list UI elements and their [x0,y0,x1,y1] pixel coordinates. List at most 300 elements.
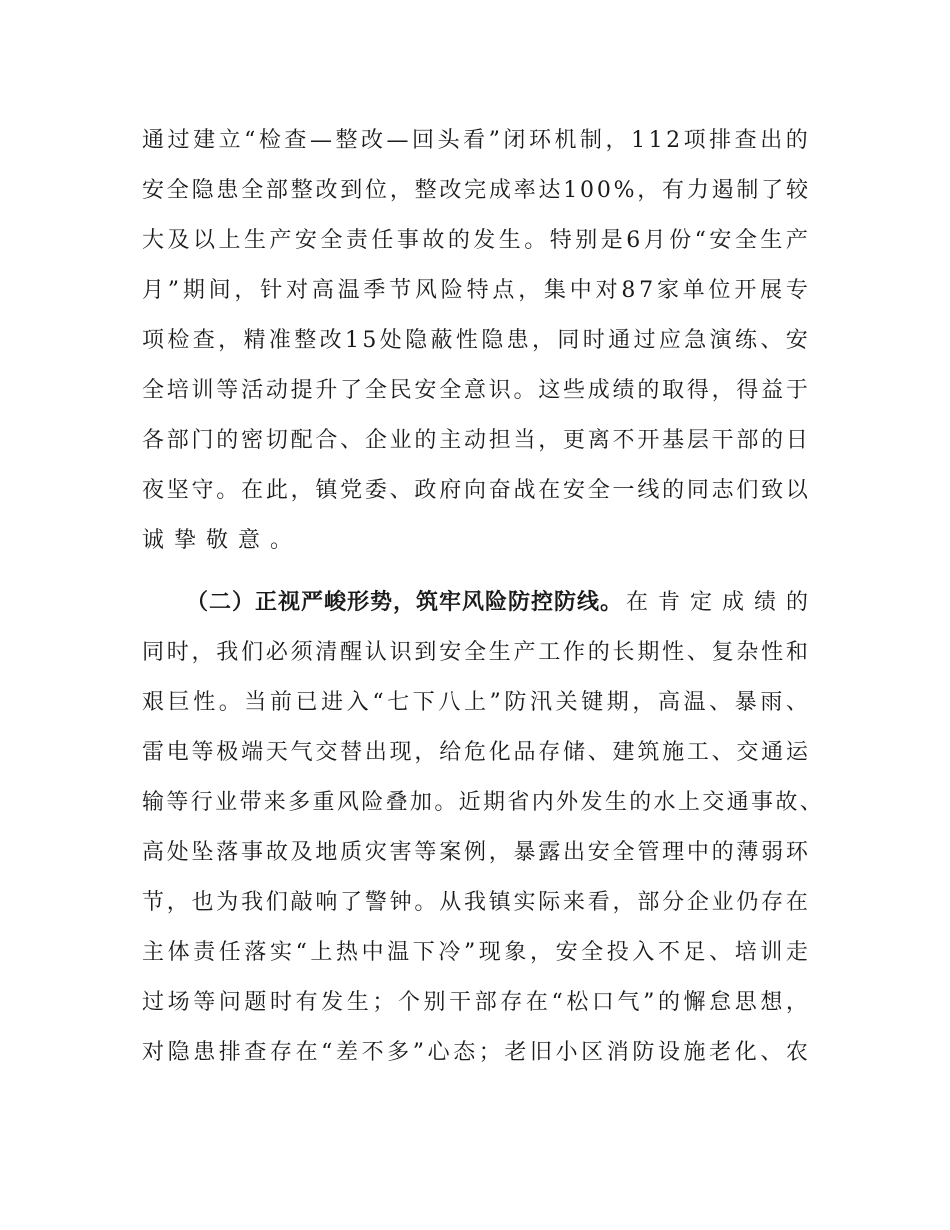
glyph: “ [244,128,256,153]
glyph: 升 [315,378,338,403]
glyph: 薄 [736,840,759,865]
glyph: 部 [166,428,189,453]
glyph: 我 [241,890,264,915]
glyph: 期 [483,790,506,815]
glyph: 复 [711,640,734,665]
glyph: 故 [265,840,288,865]
glyph: ， [191,640,214,665]
glyph: 期 [182,278,205,303]
glyph: 取 [662,378,685,403]
glyph: 坠 [191,840,214,865]
glyph: 些 [563,378,586,403]
glyph: 交 [702,790,725,815]
glyph: 1 [563,178,578,203]
glyph: 隐 [167,1040,190,1065]
glyph: 节 [389,278,412,303]
glyph: 开 [637,428,660,453]
glyph: 守 [191,478,214,503]
glyph: 安 [555,940,578,965]
glyph: 钟 [389,890,412,915]
glyph: 了 [761,178,784,203]
glyph: 、 [340,428,363,453]
text-line [142,638,808,668]
glyph: 动 [463,428,486,453]
glyph: 回 [412,128,435,153]
glyph: 项 [683,128,706,153]
glyph: 更 [563,428,586,453]
glyph: 口 [591,990,614,1015]
glyph: 想 [760,990,783,1015]
glyph: 安 [294,228,317,253]
glyph: 隐 [191,178,214,203]
glyph: ， [637,178,660,203]
glyph: 上 [463,690,486,715]
glyph: 性 [761,640,784,665]
text-line [142,788,822,818]
glyph: 、 [389,478,412,503]
glyph: 合 [315,428,338,453]
glyph: 时 [269,990,292,1015]
glyph: 密 [241,428,264,453]
glyph: 化 [734,1040,757,1065]
glyph: 、 [709,940,732,965]
glyph: 离 [587,428,610,453]
text-line [142,226,808,256]
glyph: — [309,128,332,153]
glyph: 过 [142,990,165,1015]
glyph: 绩 [612,378,635,403]
glyph: 任 [218,940,241,965]
glyph: 艰 [142,690,165,715]
glyph: 问 [218,990,241,1015]
glyph: 生 [604,790,627,815]
glyph: 产 [269,228,292,253]
glyph: 通 [761,740,784,765]
glyph: 产 [785,228,808,253]
glyph: 温 [683,690,706,715]
glyph: 下 [412,690,435,715]
glyph: “ [551,990,563,1015]
glyph: 改 [315,178,338,203]
glyph: 须 [290,640,313,665]
glyph: 的 [587,640,610,665]
glyph: 向 [463,478,486,503]
glyph: 闭 [503,128,526,153]
glyph: 7 [639,278,654,303]
glyph: 、 [711,740,734,765]
glyph: 别 [423,990,446,1015]
glyph: 冷 [438,940,461,965]
glyph: 防 [504,690,527,715]
glyph: 出 [563,840,586,865]
glyph: 。 [414,890,437,915]
glyph: 安 [785,328,808,353]
glyph: 干 [711,428,734,453]
glyph: 来 [563,890,586,915]
glyph: 主 [439,428,462,453]
glyph: ， [166,890,189,915]
glyph: 看 [587,890,610,915]
glyph: 成 [587,378,610,403]
glyph: 上 [677,790,700,815]
glyph: 的 [657,990,680,1015]
glyph: 的 [662,478,685,503]
glyph: 带 [239,790,262,815]
glyph: 训 [760,940,783,965]
glyph: 我 [216,640,239,665]
glyph: 过 [167,128,190,153]
glyph: 力 [686,178,709,203]
glyph: 安 [439,640,462,665]
glyph: 月 [643,228,666,253]
glyph: “ [321,1040,333,1065]
glyph: 是 [600,228,623,253]
text-line [142,938,808,968]
glyph: 查 [734,128,757,153]
glyph: 急 [684,328,707,353]
glyph: 事 [241,840,264,865]
glyph: 安 [142,178,165,203]
glyph: 展 [760,278,783,303]
glyph: 练 [734,328,757,353]
text-line [142,126,808,156]
glyph: 灾 [364,840,387,865]
glyph: 演 [709,328,732,353]
glyph: 实 [269,940,292,965]
glyph: 当 [244,690,267,715]
glyph: 部 [474,990,497,1015]
glyph: 等 [216,378,239,403]
glyph: 查 [284,128,307,153]
glyph: 七 [387,690,410,715]
text-line [142,688,808,718]
glyph: 隐 [405,328,428,353]
glyph: 消 [606,1040,629,1065]
glyph: 产 [513,640,536,665]
glyph: 害 [389,840,412,865]
glyph: 外 [556,790,579,815]
glyph: 配 [290,428,313,453]
glyph: “ [295,940,307,965]
glyph: 基 [662,428,685,453]
glyph: 施 [662,740,685,765]
glyph: 别 [575,228,598,253]
glyph: 区 [581,1040,604,1065]
glyph: 线 [637,478,660,503]
glyph: 投 [606,940,629,965]
glyph: 致 [761,478,784,503]
text-line [142,988,808,1018]
glyph: 我 [463,890,486,915]
glyph: ， [605,128,628,153]
glyph: ； [478,1040,501,1065]
glyph: 的 [414,428,437,453]
glyph: 有 [295,990,318,1015]
glyph: 头 [437,128,460,153]
glyph: 在 [538,478,561,503]
glyph: 过 [633,328,656,353]
glyph: 安 [414,378,437,403]
glyph: 干 [449,990,472,1015]
glyph: 怠 [709,990,732,1015]
glyph: 识 [389,640,412,665]
glyph: 老 [504,1040,527,1065]
glyph: 们 [265,890,288,915]
text-line [142,376,808,406]
glyph: 生 [760,228,783,253]
glyph: 键 [581,690,604,715]
glyph: 在 [525,990,548,1015]
glyph: 出 [760,128,783,153]
glyph: 节 [142,890,165,915]
glyph: 们 [736,478,759,503]
glyph: 中 [361,940,384,965]
glyph: 杂 [736,640,759,665]
glyph: 建 [612,740,635,765]
glyph: 查 [244,1040,267,1065]
glyph: 全 [587,478,610,503]
glyph: — [386,128,409,153]
text-line [142,1038,808,1068]
glyph: 机 [554,128,577,153]
glyph: ， [488,840,511,865]
glyph: 性 [193,690,216,715]
glyph: 查 [192,328,215,353]
glyph: 特 [466,278,489,303]
text-line: 诚挚敬意。 [142,528,303,553]
glyph: 中 [569,278,592,303]
glyph: 巨 [167,690,190,715]
text-line [142,838,808,868]
glyph: 看 [463,128,486,153]
glyph: 整 [414,178,437,203]
glyph: 的 [447,228,470,253]
glyph: 工 [686,740,709,765]
glyph: 期 [637,640,660,665]
glyph: 益 [761,378,784,403]
text-line [142,326,808,356]
text-line [142,476,808,506]
glyph: 雷 [142,740,165,765]
glyph: 发 [321,990,344,1015]
glyph: 业 [389,428,412,453]
glyph: 管 [637,840,660,865]
glyph: 热 [335,940,358,965]
glyph: 任 [371,228,394,253]
glyph: 处 [379,328,402,353]
glyph: 患 [506,328,529,353]
glyph: 及 [167,228,190,253]
glyph: 的 [761,428,784,453]
glyph: 入 [632,940,655,965]
glyph: 民 [389,378,412,403]
glyph: 作 [563,640,586,665]
glyph: 储 [563,740,586,765]
glyph: 意 [463,378,486,403]
glyph: 。 [216,478,239,503]
glyph: 同 [686,478,709,503]
glyph: 长 [612,640,635,665]
glyph: 露 [538,840,561,865]
glyph: 、 [587,740,610,765]
glyph: 了 [340,890,363,915]
glyph: 整 [335,128,358,153]
glyph: 特 [549,228,572,253]
glyph: 八 [438,690,461,715]
glyph: 。 [434,790,457,815]
glyph: 率 [513,178,536,203]
glyph: 在 [241,478,264,503]
section-heading-line [186,588,818,618]
glyph: 成 [488,178,511,203]
glyph: ， [612,890,635,915]
glyph: 患 [216,178,239,203]
glyph: 门 [191,428,214,453]
glyph: 入 [346,690,369,715]
glyph: 懈 [683,990,706,1015]
glyph: 5 [362,328,377,353]
glyph: 差 [335,1040,358,1065]
glyph: 部 [265,178,288,203]
glyph: 故 [422,228,445,253]
glyph: 事 [750,790,773,815]
glyph: 安 [563,478,586,503]
glyph: 于 [785,378,808,403]
glyph: 题 [244,990,267,1015]
glyph: 部 [637,890,660,915]
glyph: ” [488,128,500,153]
glyph: 下 [412,940,435,965]
text-line [142,276,808,306]
glyph: 的 [637,378,660,403]
glyph: 态 [453,1040,476,1065]
glyph: 季 [363,278,386,303]
glyph: 全 [439,378,462,403]
glyph: 老 [709,1040,732,1065]
glyph: 业 [215,790,238,815]
glyph: 旧 [529,1040,552,1065]
glyph: 的 [629,790,652,815]
glyph: 筑 [637,740,660,765]
glyph: 中 [686,840,709,865]
glyph: 存 [500,990,523,1015]
glyph: “ [372,690,384,715]
glyph: 弱 [761,840,784,865]
glyph: 小 [555,1040,578,1065]
glyph: 足 [683,940,706,965]
glyph: 对 [142,1040,165,1065]
glyph: 改 [319,328,342,353]
glyph: 通 [608,328,631,353]
glyph: 以 [192,228,215,253]
glyph: 对 [595,278,618,303]
glyph: 府 [439,478,462,503]
glyph: ” [463,940,476,965]
glyph: 落 [216,840,239,865]
glyph: 全 [612,840,635,865]
glyph: 给 [439,740,462,765]
glyph: 以 [785,478,808,503]
glyph: 安 [587,840,610,865]
section-heading: （二）正视严峻形势，筑牢风险防控防线。 [186,590,624,615]
glyph: 存 [538,740,561,765]
glyph: 行 [190,790,213,815]
glyph: 认 [364,640,387,665]
glyph: 企 [364,428,387,453]
glyph: 心 [427,1040,450,1065]
glyph: 不 [657,940,680,965]
glyph: 品 [513,740,536,765]
glyph: 、 [799,790,822,815]
glyph: 清 [315,640,338,665]
glyph: 出 [364,740,387,765]
glyph: 上 [218,228,241,253]
glyph: 精 [243,328,266,353]
glyph: 处 [166,840,189,865]
glyph: 期 [606,690,629,715]
glyph: 多 [288,790,311,815]
glyph: 及 [290,840,313,865]
glyph: 准 [268,328,291,353]
glyph: 险 [361,790,384,815]
glyph: 到 [414,640,437,665]
glyph: 暴 [734,690,757,715]
glyph: 气 [290,740,313,765]
glyph: 存 [269,1040,292,1065]
glyph: 天 [265,740,288,765]
glyph: 一 [612,478,635,503]
glyph: 1 [648,128,663,153]
glyph: 检 [167,328,190,353]
glyph: 到 [340,178,363,203]
glyph: 时 [582,328,605,353]
glyph: 建 [193,128,216,153]
glyph: 上 [310,940,333,965]
glyph: 时 [166,640,189,665]
glyph: 分 [662,890,685,915]
glyph: 输 [142,790,165,815]
glyph: 为 [216,890,239,915]
glyph: 训 [191,378,214,403]
glyph: 性 [662,640,685,665]
glyph: 也 [191,890,214,915]
glyph: 患 [193,1040,216,1065]
glyph: 单 [682,278,705,303]
glyph: 企 [686,890,709,915]
glyph: 等 [191,740,214,765]
glyph: 不 [361,1040,384,1065]
glyph: 责 [193,940,216,965]
glyph: 间 [208,278,231,303]
glyph: 必 [265,640,288,665]
glyph: 较 [785,178,808,203]
glyph: 生 [488,640,511,665]
glyph: 点 [492,278,515,303]
glyph: 大 [142,228,165,253]
glyph: 镇 [488,890,511,915]
glyph: 危 [463,740,486,765]
glyph: 项 [142,328,165,353]
glyph: 风 [415,278,438,303]
glyph: 的 [216,428,239,453]
glyph: 责 [345,228,368,253]
glyph: ， [290,478,313,503]
glyph: 敲 [290,890,313,915]
glyph: 存 [761,890,784,915]
glyph: 。 [524,228,547,253]
glyph: 同 [557,328,580,353]
glyph: 份 [669,228,692,253]
